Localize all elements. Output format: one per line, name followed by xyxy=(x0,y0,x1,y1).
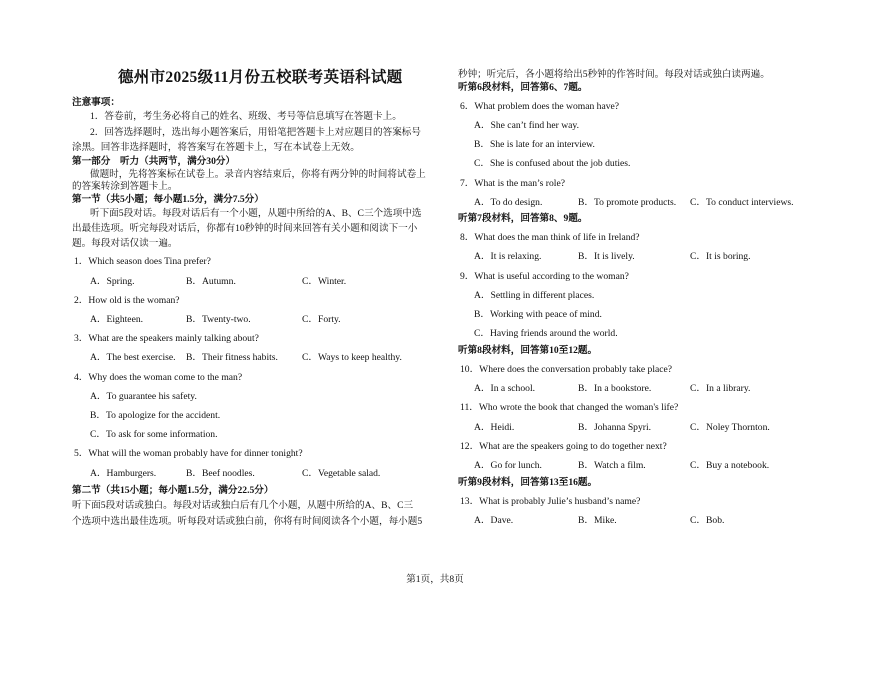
page-number: 第1页，共8页 xyxy=(406,574,464,585)
q11-option-a[interactable]: A．Heidi. xyxy=(474,422,515,433)
question-1: 1．Which season does Tina prefer? xyxy=(74,256,211,267)
question-2: 2．How old is the woman? xyxy=(74,295,180,306)
part1-intro-2: 的答案转涂到答题卡上。 xyxy=(72,181,178,192)
section1-intro-1: 听下面5段对话。每段对话后有一个小题，从题中所给的A、B、C三个选项中选 xyxy=(90,208,422,219)
q13-option-a[interactable]: A．Dave. xyxy=(474,515,514,526)
notice-1: 1．答卷前，考生务必将自己的姓名、班级、考号等信息填写在答题卡上。 xyxy=(90,111,402,122)
q7-option-b[interactable]: B．To promote products. xyxy=(578,197,677,208)
question-13: 13．What is probably Julie’s husband’s name? xyxy=(460,496,641,507)
q6-option-a[interactable]: A．She can’t find her way. xyxy=(474,120,579,131)
notice-3: 涂黑。回答非选择题时，将答案写在答题卡上，写在本试卷上无效。 xyxy=(72,142,360,153)
q10-option-c[interactable]: C．In a library. xyxy=(690,383,751,394)
section2-heading: 第二节（共15小题；每小题1.5分，满分22.5分） xyxy=(72,485,274,496)
q1-option-b[interactable]: B．Autumn. xyxy=(186,276,236,287)
q5-option-c[interactable]: C．Vegetable salad. xyxy=(302,468,381,479)
q12-option-a[interactable]: A．Go for lunch. xyxy=(474,460,542,471)
q12-option-b[interactable]: B．Watch a film. xyxy=(578,460,646,471)
q8-option-b[interactable]: B．It is lively. xyxy=(578,251,635,262)
q11-option-c[interactable]: C．Noley Thornton. xyxy=(690,422,770,433)
q9-option-b[interactable]: B．Working with peace of mind. xyxy=(474,309,602,320)
section2-intro-1: 听下面5段对话或独白。每段对话或独白后有几个小题，从题中所给的A、B、C三 xyxy=(72,500,414,511)
q8-option-c[interactable]: C．It is boring. xyxy=(690,251,751,262)
material-7-heading: 听第7段材料，回答第8、9题。 xyxy=(458,213,588,224)
q6-option-c[interactable]: C．She is confused about the job duties. xyxy=(474,158,631,169)
exam-title: 德州市2025级11月份五校联考英语科试题 xyxy=(118,69,403,86)
section2-intro-2: 个选项中选出最佳选项。听每段对话或独白前，你将有时间阅读各个小题，每小题5 xyxy=(72,516,423,527)
material-8-heading: 听第8段材料，回答第10至12题。 xyxy=(458,345,598,356)
q3-option-a[interactable]: A．The best exercise. xyxy=(90,352,176,363)
q4-option-c[interactable]: C．To ask for some information. xyxy=(90,429,218,440)
question-10: 10．Where does the conversation probably take place? xyxy=(460,364,673,375)
q10-option-a[interactable]: A．In a school. xyxy=(474,383,536,394)
q9-option-a[interactable]: A．Settling in different places. xyxy=(474,290,595,301)
q2-option-a[interactable]: A．Eighteen. xyxy=(90,314,144,325)
question-9: 9．What is useful according to the woman? xyxy=(460,271,629,282)
question-11: 11．Who wrote the book that changed the woman's life? xyxy=(460,402,679,413)
q3-option-b[interactable]: B．Their fitness habits. xyxy=(186,352,278,363)
q11-option-b[interactable]: B．Johanna Spyri. xyxy=(578,422,652,433)
question-3: 3．What are the speakers mainly talking about? xyxy=(74,333,259,344)
section1-intro-3: 题。每段对话仅读一遍。 xyxy=(72,238,178,249)
q4-option-a[interactable]: A．To guarantee his safety. xyxy=(90,391,197,402)
q7-option-a[interactable]: A．To do design. xyxy=(474,197,543,208)
q4-option-b[interactable]: B．To apologize for the accident. xyxy=(90,410,221,421)
notice-2: 2．回答选择题时，选出每小题答案后，用铅笔把答题卡上对应题目的答案标号 xyxy=(90,127,421,138)
q9-option-c[interactable]: C．Having friends around the world. xyxy=(474,328,618,339)
notice-heading: 注意事项： xyxy=(72,97,120,108)
question-4: 4．Why does the woman come to the man? xyxy=(74,372,243,383)
q5-option-b[interactable]: B．Beef noodles. xyxy=(186,468,255,479)
part1-intro-1: 做题时，先将答案标在试卷上。录音内容结束后，你将有两分钟的时间将试卷上 xyxy=(90,169,426,180)
q1-option-a[interactable]: A．Spring. xyxy=(90,276,135,287)
q13-option-c[interactable]: C．Bob. xyxy=(690,515,725,526)
q2-option-c[interactable]: C．Forty. xyxy=(302,314,341,325)
q13-option-b[interactable]: B．Mike. xyxy=(578,515,617,526)
q3-option-c[interactable]: C．Ways to keep healthy. xyxy=(302,352,402,363)
question-8: 8．What does the man think of life in Ireland? xyxy=(460,232,640,243)
q12-option-c[interactable]: C．Buy a notebook. xyxy=(690,460,770,471)
q8-option-a[interactable]: A．It is relaxing. xyxy=(474,251,542,262)
q1-option-c[interactable]: C．Winter. xyxy=(302,276,347,287)
material-9-heading: 听第9段材料，回答第13至16题。 xyxy=(458,477,598,488)
q10-option-b[interactable]: B．In a bookstore. xyxy=(578,383,652,394)
section1-heading: 第一节（共5小题；每小题1.5分，满分7.5分） xyxy=(72,194,264,205)
question-6: 6．What problem does the woman have? xyxy=(460,101,620,112)
part1-heading: 第一部分 听力（共两节，满分30分） xyxy=(72,156,236,167)
q2-option-b[interactable]: B．Twenty-two. xyxy=(186,314,251,325)
question-7: 7．What is the man’s role? xyxy=(460,178,565,189)
q5-option-a[interactable]: A．Hamburgers. xyxy=(90,468,157,479)
question-5: 5．What will the woman probably have for dinner tonight? xyxy=(74,448,303,459)
section1-intro-2: 出最佳选项。听完每段对话后，你都有10秒钟的时间来回答有关小题和阅读下一小 xyxy=(72,223,418,234)
q7-option-c[interactable]: C．To conduct interviews. xyxy=(690,197,794,208)
material-6-heading: 听第6段材料，回答第6、7题。 xyxy=(458,82,588,93)
question-12: 12．What are the speakers going to do together next? xyxy=(460,441,667,452)
q6-option-b[interactable]: B．She is late for an interview. xyxy=(474,139,595,150)
section2-intro-cont: 秒钟；听完后，各小题将给出5秒钟的作答时间。每段对话或独白读两遍。 xyxy=(458,69,770,80)
